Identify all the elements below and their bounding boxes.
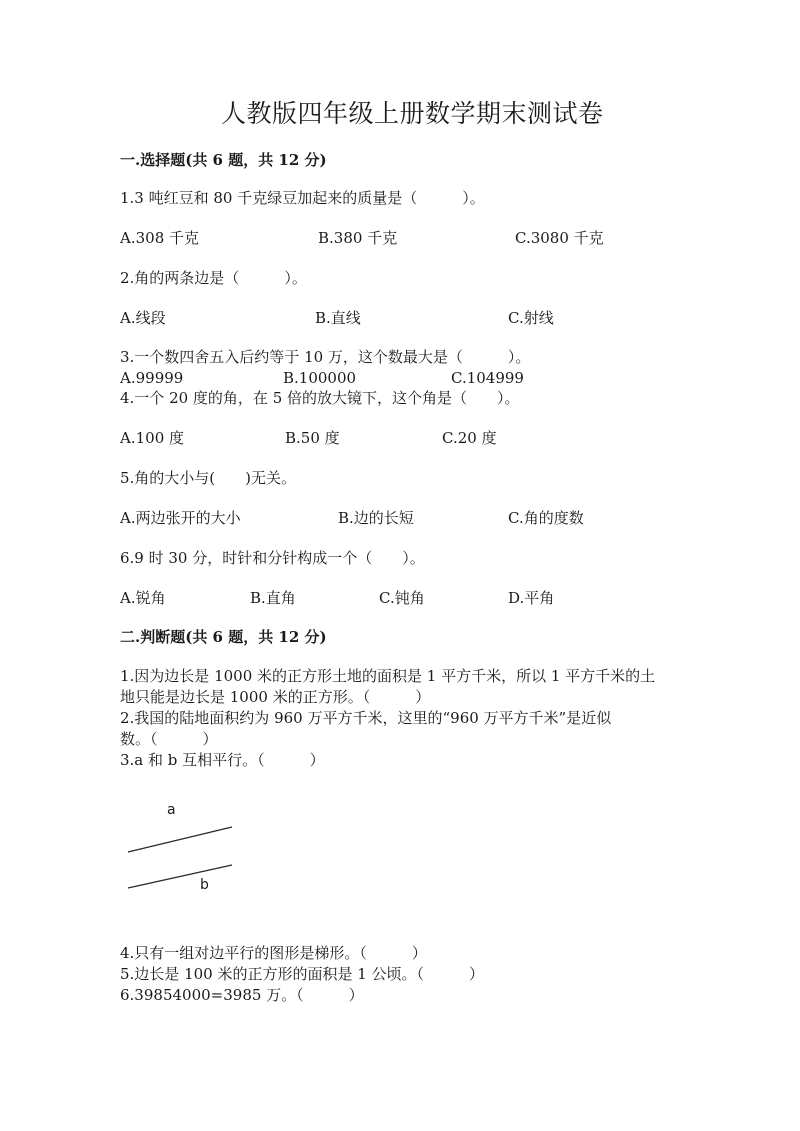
judgement-q6: 6.39854000=3985 万。（ ） xyxy=(120,986,364,1004)
judgement-q3: 3.a 和 b 互相平行。（ ） xyxy=(120,751,325,769)
section-heading-judgement: 二.判断题(共 6 题，共 12 分) xyxy=(120,628,327,646)
judgement-q2-line1: 2.我国的陆地面积约为 960 万平方千米，这里的“960 万平方千米”是近似 xyxy=(120,709,612,727)
judgement-q1-line1: 1.因为边长是 1000 米的正方形土地的面积是 1 平方千米，所以 1 平方千米的土 xyxy=(120,667,656,685)
option-b: B.100000 xyxy=(283,369,357,387)
option-a: A.两边张开的大小 xyxy=(120,509,241,527)
option-b: B.直线 xyxy=(315,309,361,327)
page-title: 人教版四年级上册数学期末测试卷 xyxy=(221,99,604,128)
option-a: A.308 千克 xyxy=(120,229,199,247)
option-c: C.3080 千克 xyxy=(515,229,604,247)
section-heading-choice: 一.选择题(共 6 题，共 12 分) xyxy=(120,151,327,169)
option-b: B.50 度 xyxy=(285,429,340,447)
option-a: A.100 度 xyxy=(120,429,184,447)
option-b: B.380 千克 xyxy=(318,229,398,247)
option-c: C.射线 xyxy=(508,309,554,327)
option-c: C.104999 xyxy=(451,369,524,387)
question-stem: 5.角的大小与( )无关。 xyxy=(120,469,297,487)
line-b-label: b xyxy=(200,877,209,893)
option-a: A.线段 xyxy=(120,309,166,327)
option-b: B.直角 xyxy=(250,589,296,607)
judgement-q5: 5.边长是 100 米的正方形的面积是 1 公顷。（ ） xyxy=(120,965,485,983)
question-stem: 6.9 时 30 分，时针和分针构成一个（ ）。 xyxy=(120,549,425,567)
question-stem: 1.3 吨红豆和 80 千克绿豆加起来的质量是（ ）。 xyxy=(120,189,485,207)
question-stem: 2.角的两条边是（ ）。 xyxy=(120,269,307,287)
question-stem: 4.一个 20 度的角，在 5 倍的放大镜下，这个角是（ ）。 xyxy=(120,389,520,407)
judgement-q4: 4.只有一组对边平行的图形是梯形。（ ） xyxy=(120,944,427,962)
option-d: D.平角 xyxy=(508,589,555,607)
option-b: B.边的长短 xyxy=(338,509,414,527)
option-c: C.钝角 xyxy=(379,589,425,607)
question-stem: 3.一个数四舍五入后约等于 10 万，这个数最大是（ ）。 xyxy=(120,348,531,366)
line-b xyxy=(128,865,232,888)
option-a: A.锐角 xyxy=(120,589,166,607)
option-a: A.99999 xyxy=(120,369,184,387)
option-c: C.20 度 xyxy=(442,429,497,447)
judgement-q1-line2: 地只能是边长是 1000 米的正方形。（ ） xyxy=(120,688,431,706)
line-a xyxy=(128,827,232,852)
line-a-label: a xyxy=(167,802,176,818)
judgement-q2-line2: 数。（ ） xyxy=(120,730,218,748)
parallel-lines-figure xyxy=(120,795,260,895)
option-c: C.角的度数 xyxy=(508,509,584,527)
